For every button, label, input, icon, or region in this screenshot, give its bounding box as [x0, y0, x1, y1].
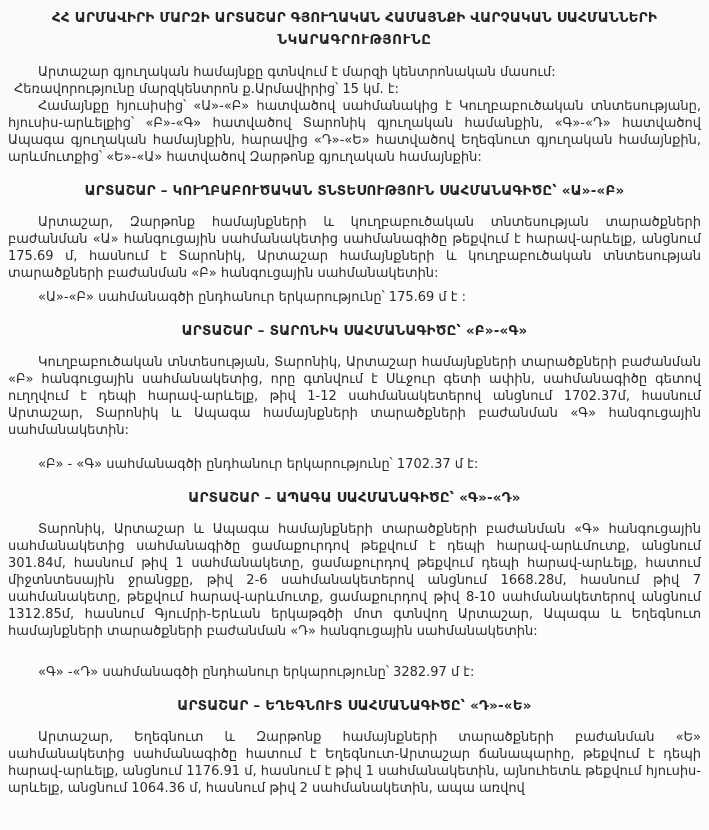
section-heading-g-d: ԱՐՏԱՇԱՐ – ԱՊԱԳԱ ՍԱՀՄԱՆԱԳԻԾԸ՝ «Գ»-«Դ»	[188, 490, 521, 506]
section-length-g-d: «Գ» -«Դ» սահմանագծի ընդհանուր երկարությունը՝ 3282.97 մ է:	[38, 665, 475, 680]
intro-location-line: Արտաշար գյուղական համայնքը գտնվում է մարզի կենտրոնական մասում:	[38, 65, 556, 80]
section-body-g-d: Տարոնիկ, Արտաշար և Ապագա համայնքների տարածքների բաժանման «Գ» հանգուցային սահմանակետից սահմանագիծը ցամաքուրդով թեքվում է դեպի հարավ-արևմուտք, անցնում 301.84մ, հասնում թիվ 1 սահմանակետը, ցամաքուրդով թեքվում դեպի հարավ-արևելք, հատում միջտնտեսային ջրանցքը, թիվ 2-6 սահմանակետերով անցնում 1668.28մ, հասնում թիվ 7 սահմանակետը, թեքվում հարավ-արևմուտք, ցամաքուրդով թիվ 8-10 սահմանակետերով անցնում 1312.85մ, հասնում Գյումրի-Երևան երկաթգծի մոտ գտնվող Արտաշար, Ապագա և Եղեգնուտ համայնքների տարածքների բաժանման «Դ» հանգուցային սահմանակետին:	[8, 522, 701, 639]
section-length-a-b: «Ա»-«Բ» սահմանագծի ընդհանուր երկարությունը՝ 175.69 մ է :	[38, 290, 466, 305]
intro-distance-line: Հեռավորությունը մարզկենտրոն ք.Արմավիրից՝ 15 կմ. է:	[14, 82, 399, 97]
section-length-b-g: «Բ» - «Գ» սահմանագծի ընդհանուր երկարությունը՝ 1702.37 մ է:	[38, 457, 479, 472]
intro-borders-paragraph: Համայնքը հյուսիսից՝ «Ա»-«Բ» հատվածով սահմանակից է Կուղբաբուծական տնտեսությանը, հյուսիս-արևելքից՝ «Բ»-«Գ» հատվածով Տարոնիկ գյուղական համանքին, «Գ»-«Դ» հատվածով Ապագա գյուղական համայնքին, հարավից «Դ»-«Ե» հատվածով Եղեգնուտ գյուղական համայնքին, արևմուտքից՝ «Ե»-«Ա» հատվածով Զարթոնք գյուղական համայնքին:	[8, 99, 701, 165]
section-body-b-g: Կուղբաբուծական տնտեսության, Տարոնիկ, Արտաշար համայնքների տարածքների բաժանման «Բ» հանգուցային սահմանակետից, որը գտնվում է Սևջուր գետի ափին, սահմանագիծը գետով ուղղվում է դեպի հարավ-արևելք, թիվ 1-12 սահմանակետերով անցնում 1702.37մ, հասնում Արտաշար, Տարոնիկ և Ապագա համայնքների տարածքների բաժանման «Գ» հանգուցային սահմանակետին:	[8, 355, 701, 438]
document-title-line1: ՀՀ ԱՐՄԱՎԻՐԻ ՄԱՐԶԻ ԱՐՏԱՇԱՐ ԳՅՈՒՂԱԿԱՆ ՀԱՄԱՅՆՔԻ ՎԱՐՉԱԿԱՆ ՍԱՀՄԱՆՆԵՐԻ	[51, 10, 658, 26]
section-heading-d-e: ԱՐՏԱՇԱՐ – ԵՂԵԳՆՈՒՏ ՍԱՀՄԱՆԱԳԻԾԸ՝ «Դ»-«Ե»	[177, 698, 532, 714]
document-title-line2: ՆԿԱՐԱԳՐՈՒԹՅՈՒՆԸ	[277, 32, 432, 48]
document-title	[8, 7, 701, 51]
section-body-d-e: Արտաշար, Եղեգնուտ և Զարթոնք համայնքների տարածքների բաժանման «Ե» սահմանակետից սահմանագիծը հատում է Եղեգնուտ-Արտաշար ճանապարհը, թեքվում է դեպի հարավ-արևելք, անցնում 1176.91 մ, հասնում է թիվ 1 սահմանակետին, այնուհետև թեքվում հյուսիս-արևելք, անցնում 1064.36 մ, հասնում թիվ 2 սահմանակետին, ապա առվով	[8, 730, 701, 796]
section-heading-b-g: ԱՐՏԱՇԱՐ – ՏԱՐՈՆԻԿ ՍԱՀՄԱՆԱԳԻԾԸ՝ «Բ»-«Գ»	[181, 323, 528, 339]
section-heading-a-b: ԱՐՏԱՇԱՐ – ԿՈՒՂԲԱԲՈՒԾԱԿԱՆ ՏՆՏԵՍՈՒԹՅՈՒՆ ՍԱՀՄԱՆԱԳԻԾԸ՝ «Ա»-«Բ»	[84, 183, 625, 199]
section-body-a-b: Արտաշար, Զարթոնք համայնքների և կուղբաբուծական տնտեսության տարածքների բաժանման «Ա» հանգուցային սահմանակետից սահմանագիծը թեքվում է հարավ-արևելք, անցնում 175.69 մ, հասնում է Տարոնիկ, Արտաշար համայնքների և կուղբաբուծական տնտեսության տարածքների բաժանման «Բ» հանգուցային սահմանակետին:	[8, 215, 701, 281]
